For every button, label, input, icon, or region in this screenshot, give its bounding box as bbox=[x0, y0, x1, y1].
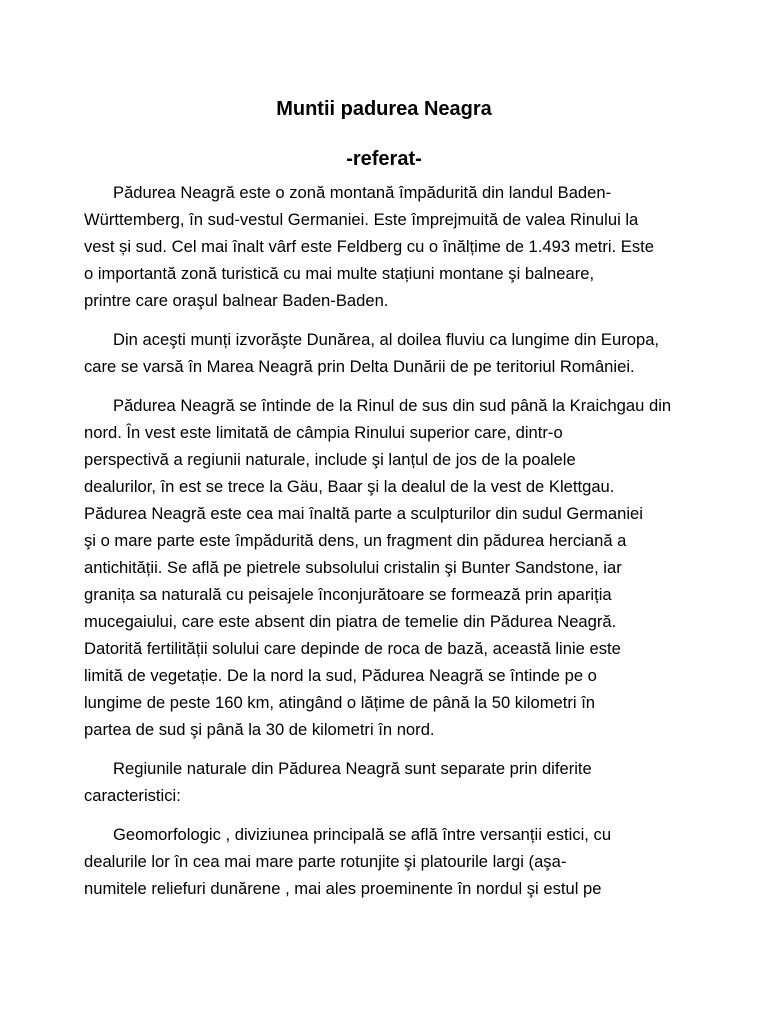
paragraph-line: numitele reliefuri dunărene , mai ales proeminente în nordul şi estul pe bbox=[84, 879, 602, 898]
paragraph-line: şi o mare parte este împădurită dens, un fragment din pădurea herciană a bbox=[84, 531, 627, 550]
paragraph-line: caracteristici: bbox=[84, 786, 181, 805]
paragraph bbox=[84, 179, 686, 314]
paragraph-line: Württemberg, în sud-vestul Germaniei. Este împrejmuită de valea Rinului la bbox=[84, 210, 639, 229]
paragraph bbox=[84, 326, 686, 380]
paragraph-line: granița sa naturală cu peisajele înconjurătoare se formează prin apariția bbox=[84, 585, 612, 604]
paragraph-line: Pădurea Neagră se întinde de la Rinul de sus din sud până la Kraichgau din bbox=[113, 396, 672, 415]
paragraph bbox=[84, 755, 686, 809]
paragraph-line: Datorită fertilității solului care depinde de roca de bază, această linie este bbox=[84, 639, 621, 658]
paragraph-line: Pădurea Neagră este cea mai înaltă parte a sculpturilor din sudul Germaniei bbox=[84, 504, 643, 523]
paragraph-line: lungime de peste 160 km, atingând o lățime de până la 50 kilometri în bbox=[84, 693, 596, 712]
paragraph bbox=[84, 392, 686, 743]
paragraph bbox=[84, 821, 686, 902]
paragraph-line: mucegaiului, care este absent din piatra de temelie din Pădurea Neagră. bbox=[84, 612, 617, 631]
document-subtitle: -referat- bbox=[346, 148, 422, 170]
paragraph-line: Regiunile naturale din Pădurea Neagră sunt separate prin diferite bbox=[113, 759, 592, 778]
paragraph-line: dealurile lor în cea mai mare parte rotunjite şi platourile largi (aşa- bbox=[84, 852, 567, 871]
paragraph-line: Pădurea Neagră este o zonă montană împădurită din landul Baden- bbox=[113, 183, 612, 202]
paragraph-line: limită de vegetație. De la nord la sud, Pădurea Neagră se întinde pe o bbox=[84, 666, 597, 685]
paragraph-line: nord. În vest este limitată de câmpia Rinului superior care, dintr-o bbox=[84, 423, 563, 442]
paragraph-line: dealurilor, în est se trece la Gäu, Baar şi la dealul de la vest de Klettgau. bbox=[84, 477, 615, 496]
paragraph-line: antichității. Se află pe pietrele subsolului cristalin şi Bunter Sandstone, iar bbox=[84, 558, 622, 577]
document-title: Muntii padurea Neagra bbox=[276, 98, 492, 120]
paragraph-line: vest și sud. Cel mai înalt vârf este Feldberg cu o înălțime de 1.493 metri. Este bbox=[84, 237, 654, 256]
paragraph-line: care se varsă în Marea Neagră prin Delta Dunării de pe teritoriul României. bbox=[84, 357, 635, 376]
paragraph-line: o importantă zonă turistică cu mai multe stațiuni montane şi balneare, bbox=[84, 264, 595, 283]
paragraph-line: Din aceşti munți izvorăşte Dunărea, al doilea fluviu ca lungime din Europa, bbox=[113, 330, 660, 349]
paragraph-line: partea de sud şi până la 30 de kilometri în nord. bbox=[84, 720, 435, 739]
document-body bbox=[84, 179, 686, 914]
paragraph-line: perspectivă a regiunii naturale, include şi lanțul de jos de la poalele bbox=[84, 450, 576, 469]
paragraph-line: Geomorfologic , diviziunea principală se află între versanții estici, cu bbox=[113, 825, 612, 844]
paragraph-line: printre care oraşul balnear Baden-Baden. bbox=[84, 291, 389, 310]
